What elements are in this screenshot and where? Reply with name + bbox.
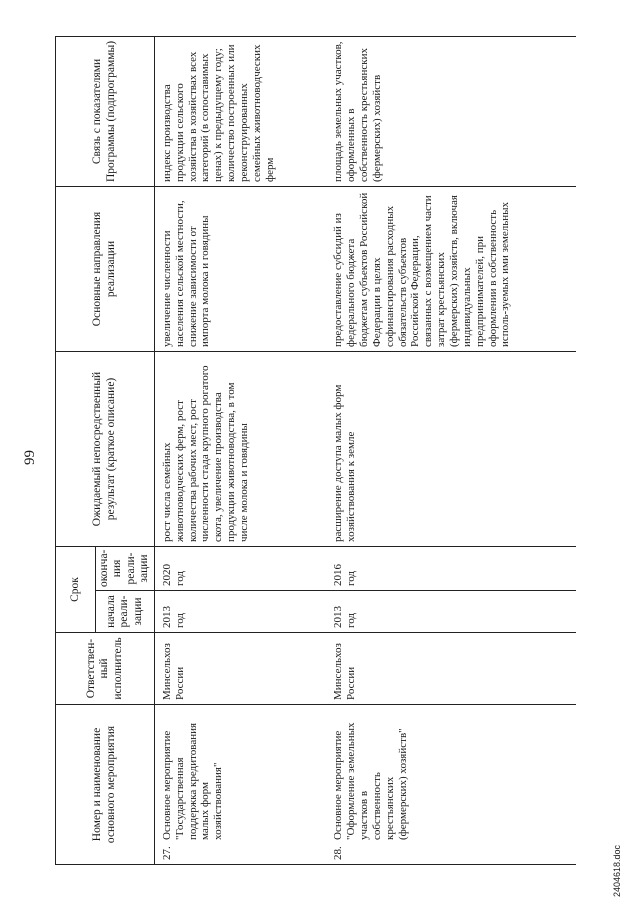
footer-doc-code: 2404618.doc — [612, 844, 622, 897]
header-directions: Основные направления реализации — [56, 186, 155, 351]
header-result: Ожидаемый непосредственный результат (краткое описание) — [56, 351, 155, 546]
row-number: 27. — [160, 846, 173, 860]
header-executor: Ответствен-ный исполнитель — [56, 633, 155, 705]
row-link: площадь земельных участков, оформленных в собственность крестьянских (фермерских) хозяйств — [326, 36, 576, 186]
row-directions: увеличение численности населения сельской местности, снижение зависимости от импорта молока и говядины — [154, 186, 326, 351]
table-row — [154, 36, 326, 864]
header-name: Номер и наименование основного мероприятия — [56, 705, 155, 865]
row-directions: предоставление субсидий из федерального бюджета бюджетам субъектов Российской Федерации в целях софинансирования расходных обязательств субъектов Российской Федерации, связанных с возмещением части затрат крестьянских (фермерских) хозяйств, включая индивидуальных предпринимателей, при оформлении в собственность исполь-зуемых ими земельных — [326, 186, 576, 351]
row-number: 28. — [332, 846, 345, 860]
row-end: 2016 год — [326, 546, 576, 590]
measures-table — [55, 36, 576, 865]
row-name: Основное мероприятие "Государственная поддержка кредитования малых форм хозяйствования" — [160, 722, 225, 840]
row-executor: Минсельхоз России — [326, 633, 576, 705]
header-link: Связь с показателями Программы (подпрограммы) — [56, 36, 155, 186]
row-result: рост числа семейных животноводческих ферм, рост количества рабочих мест, рост численности стада крупного рогатого скота, увеличение производства продукции животноводства, в том числе молока и говядины — [154, 351, 326, 546]
row-name: Основное мероприятие "Оформление земельных участков в собственность крестьянских (фермерских) хозяйств" — [332, 722, 409, 840]
row-end: 2020 год — [154, 546, 326, 590]
header-start: начала реали-зации — [96, 591, 155, 633]
row-name-cell — [326, 705, 576, 865]
row-name-cell — [154, 705, 326, 865]
header-end: оконча-ния реали-зации — [96, 546, 155, 590]
header-term: Срок — [56, 546, 96, 632]
page-number: 99 — [22, 450, 38, 465]
row-start: 2013 год — [326, 591, 576, 633]
table-row — [326, 36, 576, 864]
row-link: индекс производства продукции сельского хозяйства в хозяйствах всех категорий (в сопоставимых ценах) к предыдущему году; количество построенных или реконструированных семейных животноводческих ферм — [154, 36, 326, 186]
row-start: 2013 год — [154, 591, 326, 633]
row-result: расширение доступа малых форм хозяйствования к земле — [326, 351, 576, 546]
row-executor: Минсельхоз России — [154, 633, 326, 705]
